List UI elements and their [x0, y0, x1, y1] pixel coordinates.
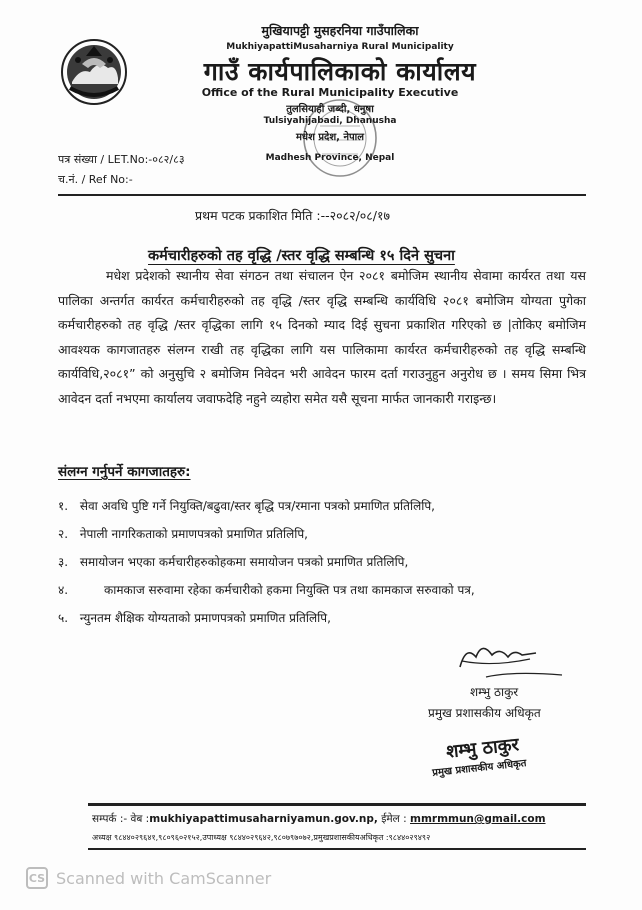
camscanner-watermark: [26, 866, 271, 890]
signatory-name: शम्भु ठाकुर: [470, 685, 519, 699]
municipality-name-en: MukhiyapattiMusaharniya Rural Municipality: [226, 42, 454, 52]
watermark-text: Scanned with CamScanner: [56, 868, 272, 888]
stamp-name: शम्भु ठाकुर: [445, 734, 520, 763]
nepal-emblem-icon: [60, 38, 128, 106]
contact-line: सम्पर्क :- वेब :mukhiyapattimusaharniyamun.gov.np, ईमेल : mmrmmun@gmail.com: [92, 813, 546, 825]
letter-number: पत्र संख्या / LET.No:-०८२/८३: [58, 153, 185, 166]
location-np: तुलसियाही जब्दी, धनुषा: [286, 104, 374, 115]
phone-numbers: अध्यक्ष ९८४४०२९६४१,९८०९६०२१५२,उपाध्यक्ष ९८४४०२९६४२,९८०७९७०७२,प्रमुखप्रशासकीयअधिकृत :९८४४०२९४९२: [92, 833, 431, 842]
office-stamp-icon: [300, 96, 380, 180]
attachments-list: [58, 492, 598, 632]
email-link[interactable]: mmrmmun@gmail.com: [410, 813, 546, 825]
province-np: मधेश प्रदेश, नेपाल: [295, 132, 365, 143]
list-item: ३. समायोजन भएका कर्मचारीहरुकोहकमा समायोजन पत्रको प्रमाणित प्रतिलिपि,: [58, 555, 409, 569]
handwritten-signature-icon: [452, 637, 572, 683]
list-item: ४. कामकाज सरुवामा रहेका कर्मचारीको हकमा नियुक्ति पत्र तथा कामकाज सरुवाको पत्र,: [58, 583, 475, 597]
location-en: Tulsiyahijabadi, Dhanusha: [263, 116, 397, 126]
office-name-np: गाउँ कार्यपालिकाको कार्यालय: [203, 57, 477, 86]
website-link[interactable]: mukhiyapattimusaharniyamun.gov.np,: [149, 813, 378, 825]
list-item: ५. न्युनतम शैक्षिक योग्यताको प्रमाणपत्रको प्रमाणित प्रतिलिपि,: [58, 611, 331, 625]
name-stamp: [428, 732, 568, 784]
reference-number: च.नं. / Ref No:-: [58, 173, 133, 186]
publish-date: प्रथम पटक प्रकाशित मिति :--२०८२/०८/१७: [195, 208, 391, 223]
header-divider: [58, 194, 586, 196]
notice-paragraph: मधेश प्रदेशको स्थानीय सेवा संगठन तथा संचालन ऐन २०८१ बमोजिम स्थानीय सेवामा कार्यरत तथा यस पालिका अन्तर्गत कार्यरत कर्मचारीहरुको तह वृद्धि /स्तर वृद्धि सम्बन्धि कार्यविधि २०८१ बमोजिम योग्यता पुगेका कर्मचारीहरुको तह वृद्धि /स्तर वृद्धिका लागि १५ दिनको म्याद दिई सुचना प्रकाशित गरिएको छ |तोकिए बमोजिम आवश्यक कागजातहरु संलग्न राखी तह वृद्धिका लागि यस पालिकामा कार्यरत कर्मचारीहरुको तह वृद्धि सम्बन्धि कार्यविधि,२०८१” को अनुसुचि २ बमोजिम निवेदन भरी आवेदन फारम दर्ता गराउनुहुन अनुरोध छ । समय सिमा भित्र आवेदन दर्ता नभएमा कार्यालय जवाफदेहि नहुने व्यहोरा समेत यसै सूचना मार्फत जानकारी गराइन्छ।: [58, 268, 586, 406]
list-item: १. सेवा अवधि पुष्टि गर्ने नियुक्ति/बढुवा/स्तर बृद्धि पत्र/रमाना पत्रको प्रमाणित प्रतिलिपि,: [58, 499, 435, 513]
camscanner-logo-icon: CS: [26, 867, 48, 889]
notice-title: कर्मचारीहरुको तह वृद्धि /स्तर वृद्धि सम्बन्धि १५ दिने सुचना: [148, 248, 455, 264]
municipality-name-np: मुखियापट्टी मुसहरनिया गाउँपालिका: [261, 23, 419, 38]
notice-body: [58, 264, 586, 412]
signatory-designation: प्रमुख प्रशासकीय अधिकृत: [428, 706, 541, 720]
office-name-en: Office of the Rural Municipality Executive: [201, 86, 459, 99]
footer-divider-top: [88, 803, 586, 806]
attachments-heading: संलग्न गर्नुपर्ने कागजातहरु:: [58, 464, 191, 480]
stamp-designation: प्रमुख प्रशासकीय अधिकृत: [431, 758, 527, 779]
list-item: २. नेपाली नागरिकताको प्रमाणपत्रको प्रमाणित प्रतिलिपि,: [58, 527, 308, 541]
footer-divider-bottom: [88, 848, 586, 850]
province-en: Madhesh Province, Nepal: [265, 153, 395, 163]
